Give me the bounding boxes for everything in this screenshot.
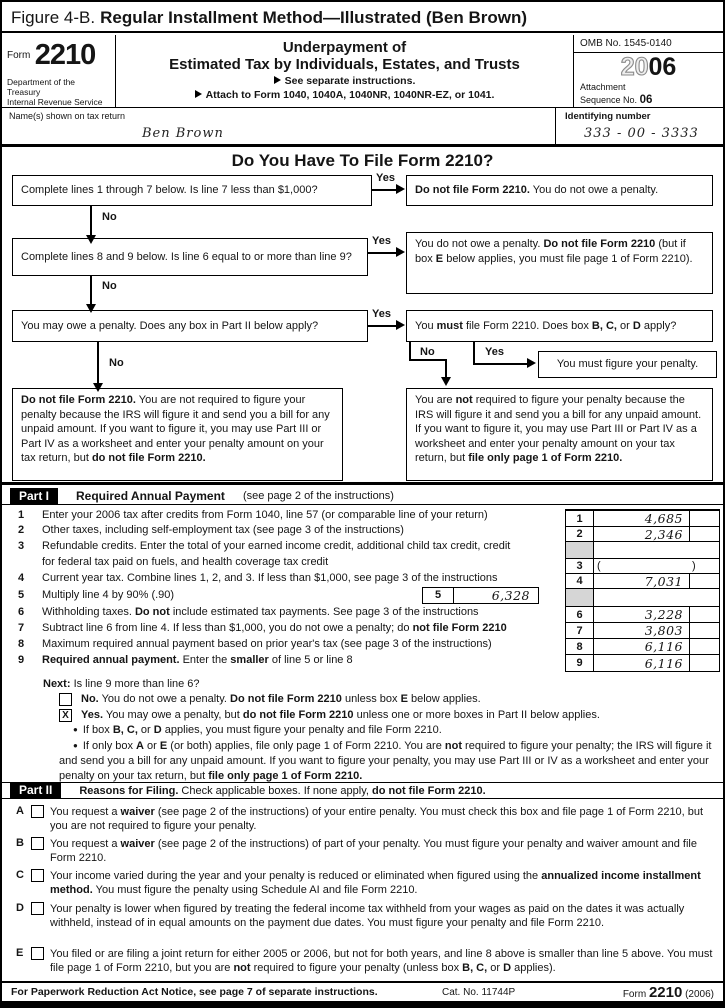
flow-connector: [368, 252, 398, 254]
figure-title-text: Regular Installment Method—Illustrated (Ben Brown): [100, 8, 528, 27]
checkbox-b[interactable]: [31, 837, 44, 850]
flow-a3-box: You must file Form 2210. Does box B, C, or D apply?: [406, 310, 713, 342]
form-title-line2: Estimated Tax by Individuals, Estates, and Trusts: [169, 56, 520, 73]
form-number-block: [2, 35, 116, 107]
flow-q2-box: Complete lines 8 and 9 below. Is line 6 equal to or more than line 9?: [12, 238, 368, 276]
identifying-number-label: Identifying number: [565, 111, 651, 122]
option-yes-row: X Yes. You may owe a penalty, but do not file Form 2210 unless one or more boxes in Part II below applies.: [59, 709, 600, 722]
line-5: 5 Multiply line 4 by 90% (.90): [18, 589, 175, 601]
arrow-down-icon: [441, 377, 451, 386]
reason-a-row: A You request a waiver (see page 2 of the instructions) of your entire penalty. You must check this box and file page 1 of Form 2210, but you are not required to figure your penalty.: [16, 805, 704, 832]
name-field[interactable]: Ben Brown: [142, 126, 224, 141]
part1-title: Required Annual Payment: [76, 489, 225, 503]
flow-no2-label: No: [102, 280, 117, 292]
tax-year-bold: 06: [648, 53, 677, 81]
form-word: Form: [7, 50, 31, 61]
arrow-right-icon: [396, 320, 405, 330]
form-number: 2210: [34, 39, 96, 71]
checkbox-d[interactable]: [31, 902, 44, 915]
identifying-number-field[interactable]: 333 - 00 - 3333: [584, 126, 699, 141]
grid-row-2: 2 2,346: [566, 527, 719, 542]
line-1-amount[interactable]: 4,685: [644, 511, 683, 526]
part1-chip: Part I: [10, 488, 58, 505]
omb-number: OMB No. 1545-0140: [574, 35, 723, 53]
flow-no1-label: No: [102, 211, 117, 223]
reason-d-row: D Your penalty is lower when figured by treating the federal income tax withheld from your wages as paid on the dates it was actually withheld, instead of in equal amounts on the payment due dates. You must figure your penalty and file Form 2210.: [16, 902, 685, 929]
flow-no3-label: No: [109, 357, 124, 369]
amounts-grid: [565, 509, 720, 672]
attachment-sequence: Attachment Sequence No. 06: [580, 81, 653, 106]
name-label: Name(s) shown on tax return: [9, 111, 126, 121]
arrow-right-icon: [396, 247, 405, 257]
line-7-amount[interactable]: 3,803: [644, 623, 683, 638]
agency-name: Department of the Treasury Internal Revenue Service: [7, 77, 103, 108]
see-instructions-line: See separate instructions.: [116, 75, 573, 87]
reason-c-row: C Your income varied during the year and your penalty is reduced or eliminated when figured using the annualized income installment method. You must figure the penalty using Schedule AI and file Form 2210.: [16, 869, 701, 896]
grid-row-3a: [566, 542, 719, 559]
identifying-number-cell: [555, 108, 723, 147]
name-cell: [2, 108, 555, 147]
line-3: 3 Refundable credits. Enter the total of your earned income credit, additional child tax credit, credit: [18, 540, 511, 552]
option-no-row: No. You do not owe a penalty. Do not file Form 2210 unless box E below applies.: [59, 693, 481, 706]
arrow-right-icon: [527, 358, 536, 368]
page-footer: [2, 981, 723, 1001]
reason-b-row: B You request a waiver (see page 2 of the instructions) of part of your penalty. You must figure your penalty and waiver amount and file Form 2210.: [16, 837, 697, 864]
line-1: 1 Enter your 2006 tax after credits from Form 1040, line 57 (or comparable line of your return): [18, 509, 488, 521]
arrow-right-icon: [396, 184, 405, 194]
flow-penalty-box: You must figure your penalty.: [538, 351, 717, 378]
grid-row-7: 7 3,803: [566, 623, 719, 639]
flowchart: [2, 147, 723, 485]
flow-yes1-label: Yes: [376, 172, 395, 184]
form-title-line1: Underpayment of: [282, 39, 407, 56]
flow-a2-box: You do not owe a penalty. Do not file Form 2210 (but if box E below applies, you must file page 1 of Form 2210).: [406, 232, 713, 294]
line-5-amount[interactable]: 6,328: [491, 588, 530, 603]
flow-connector: [409, 359, 447, 361]
part2-section: [2, 782, 723, 985]
line-3-continued: for federal tax paid on fuels, and health coverage tax credit: [42, 556, 329, 568]
flow-connector: [90, 206, 92, 237]
flow-no4-label: No: [420, 346, 435, 358]
reason-e-row: E You filed or are filing a joint return for either 2005 or 2006, but not for both years, and line 8 above is smaller than line 5 above. You must file page 1 of Form 2210, but you are not required to figure your penalty (unless box B, C, or D applies).: [16, 947, 713, 974]
part1-header: [2, 488, 723, 505]
flow-connector: [90, 276, 92, 306]
flow-connector: [445, 359, 447, 379]
line-3-amount[interactable]: (: [597, 560, 601, 572]
line-6-amount[interactable]: 3,228: [644, 607, 683, 622]
catalog-number: Cat. No. 11744P: [442, 986, 516, 998]
form-footer-id: Form 2210 (2006): [622, 983, 714, 1001]
flow-yes2-label: Yes: [372, 235, 391, 247]
flow-q1-box: Complete lines 1 through 7 below. Is line 7 less than $1,000?: [12, 175, 372, 206]
line-8: 8 Maximum required annual payment based on prior year's tax (see page 3 of the instructions): [18, 638, 492, 650]
flow-end-right-box: You are not required to figure your penalty because the IRS will figure it and send you a bill for any unpaid amount. If you want to figure it, you may use Part III or Part IV as a worksheet and enter your penalty amount on your tax return, but file only page 1 of Form 2210.: [406, 388, 713, 481]
line-5-amount-box: 5 6,328: [422, 587, 539, 604]
flow-connector: [372, 189, 398, 191]
grid-row-4: 4 7,031: [566, 574, 719, 589]
line-4: 4 Current year tax. Combine lines 1, 2, and 3. If less than $1,000, see page 3 of the instructions: [18, 572, 498, 584]
tax-year-outline: 20: [620, 53, 649, 81]
flow-connector: [97, 342, 99, 385]
line-9: 9 Required annual payment. Enter the smaller of line 5 or line 8: [18, 654, 353, 666]
flow-connector: [473, 342, 475, 365]
flow-yes4-label: Yes: [485, 346, 504, 358]
pointer-arrow-icon: [274, 76, 281, 84]
flow-connector: [368, 325, 398, 327]
attach-to-line: Attach to Form 1040, 1040A, 1040NR, 1040NR-EZ, or 1041.: [116, 89, 573, 101]
part2-chip: Part II: [10, 782, 61, 799]
next-question: Next: Is line 9 more than line 6?: [43, 678, 200, 690]
flow-connector: [473, 363, 529, 365]
flow-yes3-label: Yes: [372, 308, 391, 320]
part1-subtitle: (see page 2 of the instructions): [242, 490, 394, 502]
line-2-amount[interactable]: 2,346: [644, 526, 683, 542]
checkbox-e[interactable]: [31, 947, 44, 960]
part1-section: [2, 488, 723, 782]
part2-header: [2, 782, 723, 799]
checkbox-c[interactable]: [31, 869, 44, 882]
paperwork-notice: For Paperwork Reduction Act Notice, see page 7 of separate instructions.: [11, 986, 378, 998]
tax-year: [574, 53, 723, 82]
name-row: [2, 107, 723, 147]
grid-row-6: 6 3,228: [566, 607, 719, 623]
flow-a1-box: Do not file Form 2210. You do not owe a penalty.: [406, 175, 713, 206]
form-title-block: [116, 35, 573, 107]
line-2: 2 Other taxes, including self-employment tax (see page 3 of the instructions): [18, 524, 404, 536]
line-9-amount[interactable]: 6,116: [644, 655, 683, 671]
checkbox-a[interactable]: [31, 805, 44, 818]
line-7: 7 Subtract line 6 from line 4. If less than $1,000, you do not owe a penalty; do not file Form 2210: [18, 622, 507, 634]
bullet-1: ● If box B, C, or D applies, you must figure your penalty and file Form 2210.: [73, 724, 442, 736]
figure-title: [2, 2, 723, 33]
bullet-icon: ●: [73, 741, 78, 750]
checkbox-no[interactable]: [59, 693, 72, 706]
figure-number: Figure 4-B.: [11, 8, 96, 27]
flowchart-title: Do You Have To File Form 2210?: [231, 151, 494, 170]
grid-row-5: [566, 589, 719, 607]
flow-end-left-box: Do not file Form 2210. You are not required to figure your penalty because the IRS will figure it and send you a bill for any unpaid amount. If you want to figure it, you may use Part III or Part IV as a worksheet and enter your penalty amount on your tax return, but do not file Form 2210.: [12, 388, 343, 481]
checkbox-yes[interactable]: X: [59, 709, 72, 722]
grid-row-9: 9 6,116: [566, 655, 719, 672]
grid-row-1: 1 4,685: [566, 511, 719, 527]
omb-block: [573, 35, 723, 107]
bullet-icon: ●: [73, 725, 78, 734]
line-4-amount[interactable]: 7,031: [644, 573, 683, 589]
form-header: [2, 35, 723, 147]
line-6: 6 Withholding taxes. Do not include estimated tax payments. See page 3 of the instructions: [18, 606, 479, 618]
grid-row-8: 8 6,116: [566, 639, 719, 655]
bullet-2: ● If only box A or E (or both) applies, file only page 1 of Form 2210. You are not required to figure your penalty; the IRS will figure it and send you a bill for any unpaid amount. If you want to figure your penalty, you may use Part III or IV as a worksheet and enter your penalty on your tax return, but file only page 1 of Form 2210.: [59, 740, 712, 782]
part2-title: Reasons for Filing. Check applicable boxes. If none apply, do not file Form 2210.: [79, 784, 486, 797]
pointer-arrow-icon: [195, 90, 202, 98]
line-8-amount[interactable]: 6,116: [644, 639, 683, 654]
flow-q3-box: You may owe a penalty. Does any box in Part II below apply?: [12, 310, 368, 342]
grid-row-3: 3 ( ): [566, 559, 719, 574]
